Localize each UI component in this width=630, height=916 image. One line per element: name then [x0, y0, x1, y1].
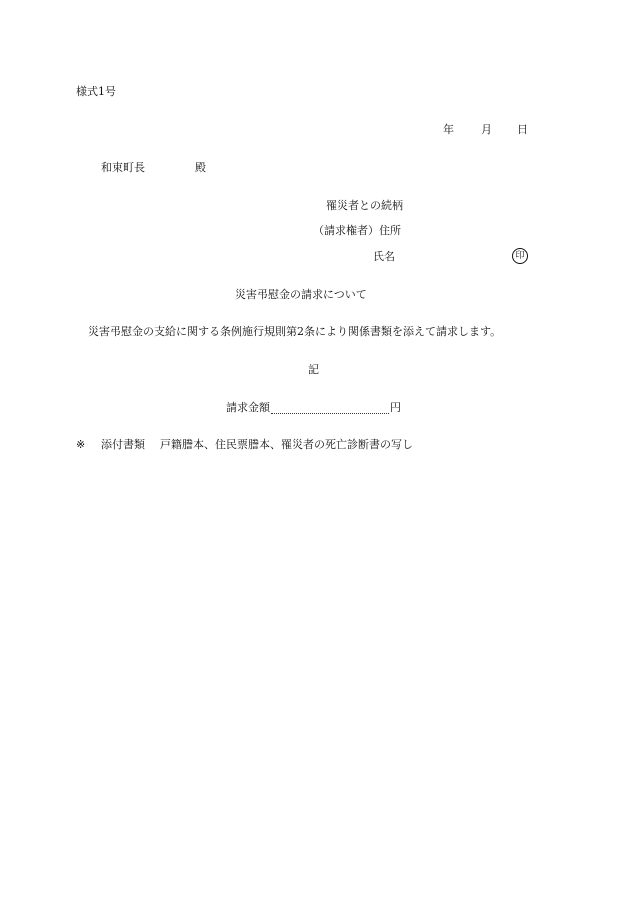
date-day-label: 日 [517, 123, 528, 136]
form-number: 様式1号 [76, 85, 116, 98]
document-subject: 災害弔慰金の請求について [235, 288, 367, 301]
attachments-mark: ※ [76, 438, 86, 451]
date-row [0, 123, 630, 137]
relation-label: 罹災者との続柄 [326, 199, 403, 212]
attachments-label: 添付書類 [101, 438, 145, 451]
address-label: （請求権者）住所 [313, 224, 401, 237]
amount-label: 請求金額 [226, 401, 270, 414]
date-month-label: 月 [481, 123, 492, 136]
body-text: 災害弔慰金の支給に関する条例施行規則第2条により関係書類を添えて請求します。 [88, 325, 502, 338]
date-year-label: 年 [443, 123, 454, 136]
name-label: 氏名 [373, 250, 395, 263]
amount-row [226, 401, 401, 415]
addressee-name: 和束町長 [101, 161, 145, 174]
amount-unit: 円 [390, 401, 401, 414]
attachments-items: 戸籍謄本、住民票謄本、罹災者の死亡診断書の写し [160, 438, 413, 451]
seal-icon: 印 [512, 248, 528, 264]
amount-field[interactable] [271, 401, 389, 414]
addressee-honorific: 殿 [195, 161, 206, 174]
ki-heading: 記 [308, 363, 319, 376]
